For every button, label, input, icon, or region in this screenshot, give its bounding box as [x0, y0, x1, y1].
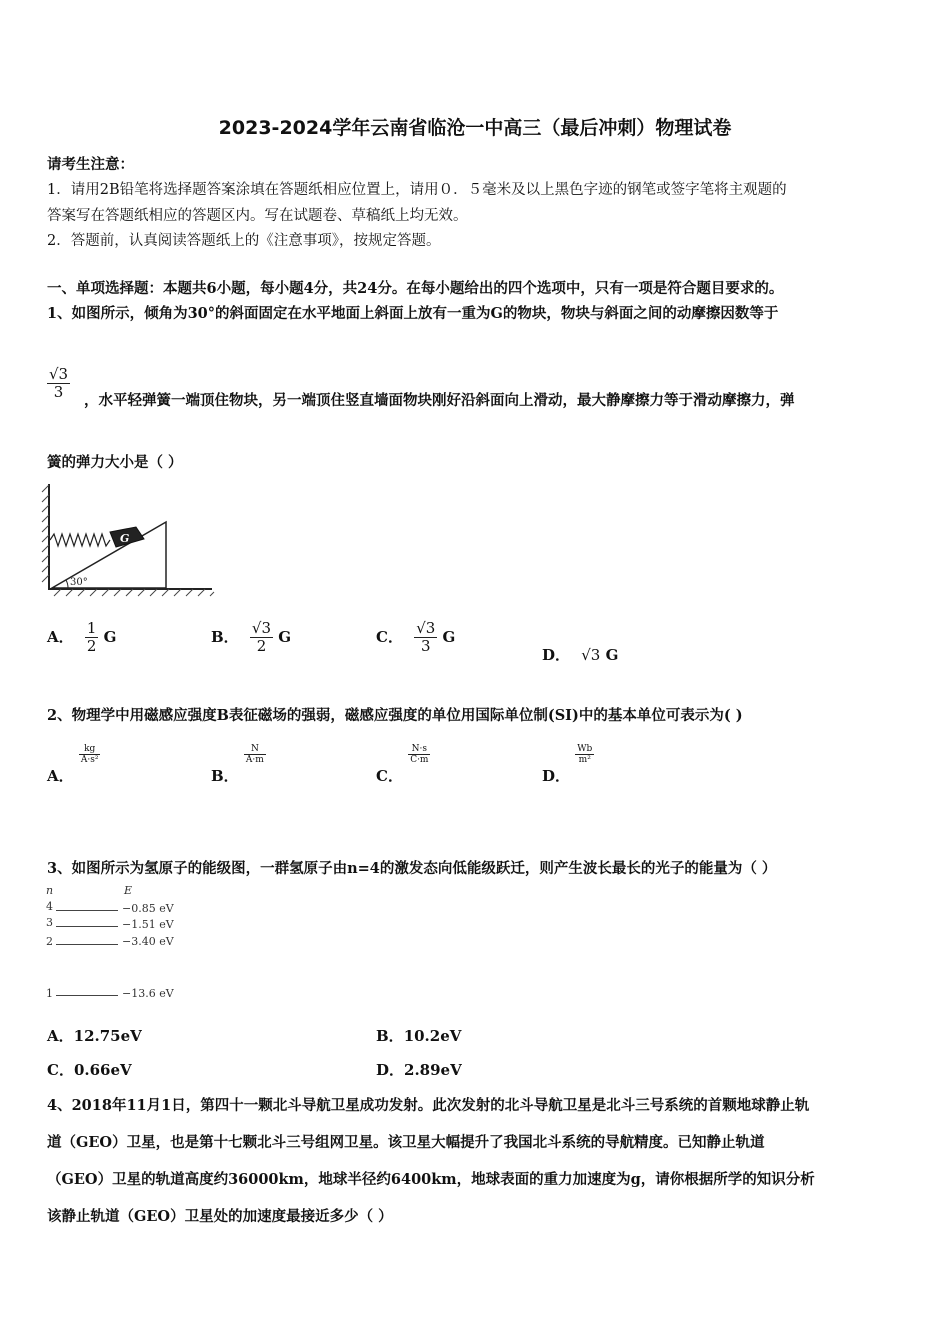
q3-option-c-value: 0.66eV: [73, 1061, 132, 1079]
level-1-line: [56, 995, 118, 996]
q1-option-d-letter: D．: [542, 646, 571, 664]
level-3-n: 3: [46, 916, 53, 929]
q3-option-d-letter: D．: [376, 1061, 405, 1079]
q4-line-2: 道（GEO）卫星，也是第十七颗北斗三号组网卫星。该卫星大幅提升了我国北斗系统的导航精度。已知静止轨道: [47, 1134, 765, 1151]
wall-hatching: [42, 485, 49, 582]
level-4-energy: −0.85 eV: [122, 902, 174, 915]
q2-option-a[interactable]: [47, 744, 100, 786]
notice-item-1-line-2: 答案写在答题纸相应的答题区内。写在试题卷、草稿纸上均无效。: [47, 208, 468, 224]
level-3-energy: −1.51 eV: [122, 918, 174, 931]
q3-option-c[interactable]: [47, 1059, 132, 1080]
level-1-n: 1: [46, 987, 53, 1000]
q1-mu-denominator: 3: [53, 383, 64, 402]
q1-mu-fraction: [47, 366, 70, 402]
q1-line-2: ，水平轻弹簧一端顶住物块，另一端顶住竖直墙面物块刚好沿斜面向上滑动，最大静摩擦力等于滑动摩擦力，弹: [84, 392, 795, 409]
q1-option-c-num: √3: [416, 619, 436, 637]
q2-option-c-num: N·s: [408, 744, 430, 755]
q1-option-a[interactable]: [47, 620, 116, 656]
q2-option-a-den: A·s²: [80, 755, 99, 766]
q1-option-b-num: √3: [251, 619, 272, 637]
q1-line-3: 簧的弹力大小是（ ）: [47, 454, 183, 471]
q1-option-c-den: 3: [420, 637, 431, 656]
q1-option-a-unit: G: [103, 627, 117, 646]
section-heading: 一、单项选择题：本题共6小题，每小题4分，共24分。在每小题给出的四个选项中，只有一项是符合题目要求的。: [47, 280, 784, 297]
q1-option-b[interactable]: [211, 620, 291, 656]
energy-level-diagram: [44, 884, 204, 1004]
q2-option-a-letter: A．: [47, 766, 74, 785]
notice-item-2: 2．答题前，认真阅读答题纸上的《注意事项》，按规定答题。: [47, 233, 441, 249]
q4-line-3: （GEO）卫星的轨道高度约36000km，地球半径约6400km，地球表面的重力加速度为g，请你根据所学的知识分析: [47, 1171, 815, 1188]
q2-option-c[interactable]: [376, 744, 430, 786]
q1-option-a-num: 1: [86, 619, 97, 637]
level-2-line: [56, 944, 118, 945]
q1-option-b-letter: B．: [211, 627, 239, 646]
q3-option-c-letter: C．: [47, 1061, 74, 1079]
q3-option-b-letter: B．: [376, 1027, 404, 1045]
q1-option-c-letter: C．: [376, 627, 403, 646]
angle-label: 30°: [70, 577, 88, 588]
n-axis-label: n: [46, 884, 54, 897]
q2-option-d[interactable]: [542, 744, 594, 786]
q3-text: 3、如图所示为氢原子的能级图，一群氢原子由n=4的激发态向低能级跃迁，则产生波长最长的光子的能量为（ ）: [47, 860, 777, 877]
q2-option-d-letter: D．: [542, 766, 571, 785]
q1-option-b-unit: G: [278, 627, 292, 646]
q1-option-d-expr: √3: [581, 646, 601, 664]
notice-item-1-line-1: 1．请用2B铅笔将选择题答案涂填在答题纸相应位置上，请用０．５毫米及以上黑色字迹的钢笔或签字笔将主观题的: [47, 182, 787, 198]
level-3-line: [56, 926, 118, 927]
q2-text: 2、物理学中用磁感应强度B表征磁场的强弱，磁感应强度的单位用国际单位制(SI)中的基本单位可表示为( ): [47, 707, 743, 724]
angle-arc: [66, 580, 68, 588]
q2-option-b-letter: B．: [211, 766, 239, 785]
q3-option-b-value: 10.2eV: [403, 1027, 462, 1045]
incline-spring-figure: [40, 482, 220, 600]
q1-option-c-unit: G: [442, 627, 456, 646]
level-2-n: 2: [46, 935, 53, 948]
q2-option-d-den: m²: [578, 755, 591, 766]
q3-option-a-letter: A．: [47, 1027, 74, 1045]
q1-option-d[interactable]: [542, 644, 618, 665]
q2-option-c-letter: C．: [376, 766, 403, 785]
q3-option-d-value: 2.89eV: [404, 1061, 462, 1079]
q2-option-d-num: Wb: [577, 744, 593, 754]
ground-hatching: [54, 589, 214, 596]
q4-line-1: 4、2018年11月1日，第四十一颗北斗导航卫星成功发射。此次发射的北斗导航卫星是北斗三号系统的首颗地球静止轨: [47, 1097, 810, 1114]
q2-option-b[interactable]: [211, 744, 266, 786]
q2-option-c-den: C·m: [410, 755, 429, 766]
notice-heading: 请考生注意：: [47, 156, 134, 173]
q1-option-c[interactable]: [376, 620, 455, 656]
level-2-energy: −3.40 eV: [122, 935, 174, 948]
q3-option-b[interactable]: [376, 1025, 461, 1046]
q3-option-d[interactable]: [376, 1059, 462, 1080]
q1-option-a-den: 2: [86, 637, 97, 656]
q2-option-b-den: A·m: [245, 755, 264, 766]
q1-mu-numerator: √3: [49, 365, 69, 383]
q4-line-4: 该静止轨道（GEO）卫星处的加速度最接近多少（ ）: [47, 1208, 393, 1225]
q1-line-1: 1、如图所示，倾角为30°的斜面固定在水平地面上斜面上放有一重为G的物块，物块与斜面之间的动摩擦因数等于: [47, 305, 779, 322]
q2-option-b-num: N: [244, 744, 266, 755]
block-label: G: [120, 532, 130, 545]
q2-option-a-num: kg: [79, 744, 101, 755]
q1-option-a-letter: A．: [47, 627, 74, 646]
page-title: 2023-2024学年云南省临沧一中高三（最后冲刺）物理试卷: [218, 117, 732, 139]
level-4-n: 4: [46, 900, 53, 913]
level-1-energy: −13.6 eV: [122, 987, 174, 1000]
spring: [50, 534, 110, 546]
q1-option-d-unit: G: [605, 646, 619, 664]
e-axis-label: E: [124, 884, 133, 897]
q1-option-b-den: 2: [256, 637, 267, 656]
q3-option-a-value: 12.75eV: [73, 1027, 142, 1045]
level-4-line: [56, 910, 118, 911]
q3-option-a[interactable]: [47, 1025, 142, 1046]
